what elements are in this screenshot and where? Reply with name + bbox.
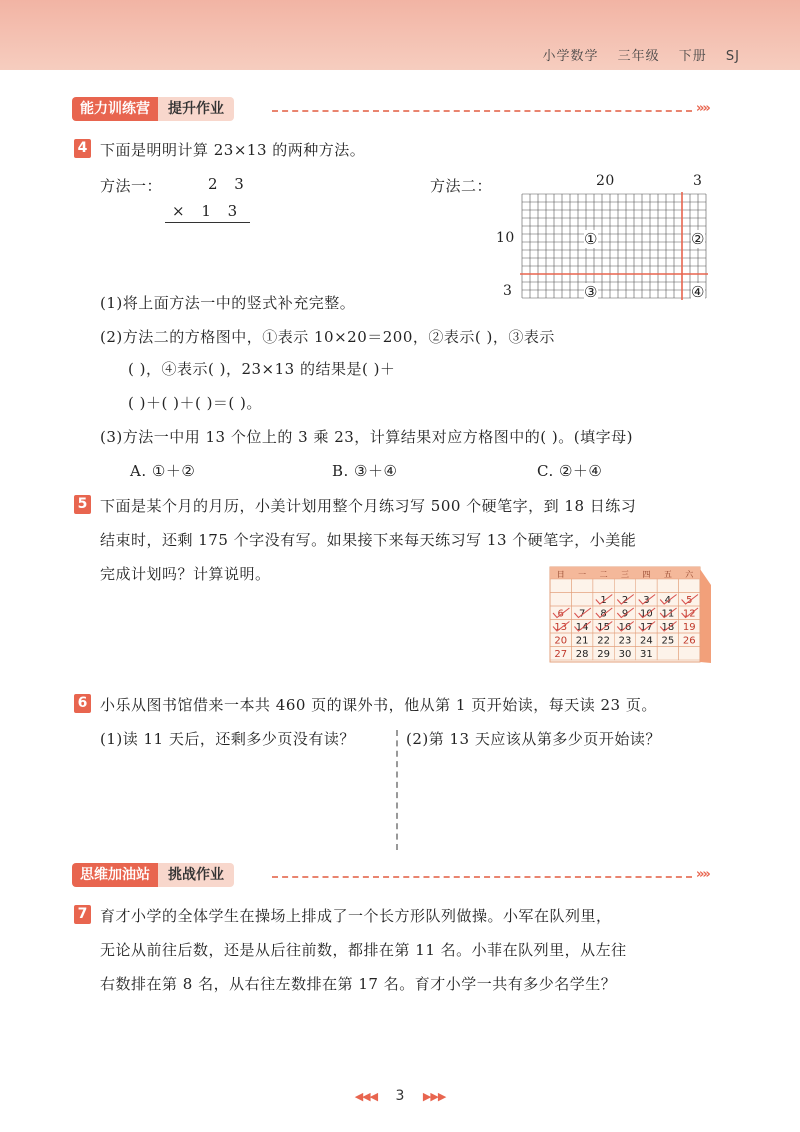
calendar-day: 26: [682, 635, 696, 647]
calendar-day: 13: [554, 622, 568, 633]
calendar-day: 3: [643, 595, 650, 606]
calendar-day: 29: [597, 649, 610, 660]
q5-line2: 结束时，还剩 175 个字没有写。如果接下来每天练习写 13 个硬笔字，小美能: [100, 531, 637, 549]
q7-line2: 无论从前往后数，还是从后往前数，都排在第 11 名。小菲在队列里，从左往: [100, 941, 627, 959]
calendar-day: 17: [640, 622, 653, 633]
arrows-icon-2: »»: [696, 867, 709, 882]
header-info: [528, 45, 740, 64]
q4-part2-line2: ( )，④表示( )，23×13 的结果是( )＋: [128, 360, 396, 378]
grid-cell-3: ③: [584, 283, 598, 301]
q4-option-b: B. ③＋④: [332, 462, 398, 480]
calendar-day: 22: [597, 635, 610, 647]
section-bar-2: [72, 862, 234, 888]
calendar-day: 23: [618, 635, 632, 647]
calendar-day: 28: [575, 649, 589, 660]
q4-method2-label: 方法二：: [430, 177, 493, 195]
question-number-7: 7: [74, 905, 91, 924]
calendar-day: 4: [664, 595, 672, 606]
calendar-day: 20: [554, 635, 568, 647]
section-bar-1: [72, 96, 234, 122]
calendar-weekday: 六: [685, 570, 694, 579]
calendar-image: [548, 565, 713, 665]
calendar-weekday: 五: [663, 570, 672, 579]
calendar-day: 27: [554, 649, 568, 660]
vertical-calc-rule: [165, 222, 250, 223]
section-title-2: 挑战作业: [158, 863, 234, 887]
section-badge-1: 能力训练营: [72, 97, 158, 121]
header-subject: 小学数学: [542, 49, 599, 64]
q4-option-a: A. ①＋②: [130, 462, 196, 480]
calendar-day: 6: [557, 608, 564, 620]
question-number-6: 6: [74, 694, 91, 713]
q5-line3: 完成计划吗？计算说明。: [100, 565, 271, 583]
question-number-4: 4: [74, 139, 91, 158]
calendar-weekday: 三: [621, 570, 629, 579]
q6-stem: 小乐从图书馆借来一本共 460 页的课外书，他从第 1 页开始读，每天读 23 页。: [100, 696, 657, 714]
calendar-stand: [700, 569, 711, 663]
calendar-day: 31: [640, 649, 653, 660]
calendar-day: 2: [621, 595, 629, 606]
calendar-day: 10: [640, 608, 653, 620]
calendar-weekday: 一: [578, 570, 587, 579]
q4-part2-line1: (2)方法二的方格图中，①表示 10×20＝200，②表示( )，③表示: [100, 328, 555, 346]
calendar-weekday: 二: [599, 570, 608, 579]
header-volume: 下册: [678, 49, 707, 64]
calendar-day: 8: [600, 608, 607, 620]
calendar-svg: [548, 565, 713, 665]
q4-stem: 下面是明明计算 23×13 的两种方法。: [100, 141, 366, 159]
prev-arrows-icon: ◀◀◀: [354, 1090, 378, 1103]
calendar-day: 12: [682, 608, 696, 620]
area-grid: [518, 192, 710, 300]
grid-label-3-left: 3: [503, 283, 513, 299]
calendar-day: 11: [661, 608, 675, 620]
section-badge-2: 思维加油站: [72, 863, 158, 887]
calendar-day: 30: [618, 649, 632, 660]
calendar-day: 21: [575, 635, 589, 647]
q4-m1-row1: 2 3: [208, 175, 250, 193]
q4-method1-label: 方法一：: [100, 177, 163, 195]
page-number: 3: [395, 1088, 405, 1104]
grid-cell-2: ②: [691, 230, 705, 248]
answer-divider: [396, 730, 398, 850]
calendar-day: 19: [682, 622, 696, 633]
q4-part3: (3)方法一中用 13 个位上的 3 乘 23，计算结果对应方格图中的( )。(填字母): [100, 428, 633, 446]
header-edition: SJ: [725, 49, 740, 64]
calendar-weekday: 四: [642, 570, 651, 579]
q5-line1: 下面是某个月的月历，小美计划用整个月练习写 500 个硬笔字，到 18 日练习: [100, 497, 637, 515]
calendar-day: 5: [686, 595, 693, 606]
grid-label-3-top: 3: [693, 173, 703, 189]
calendar-day: 24: [640, 635, 653, 647]
calendar-day: 15: [597, 622, 610, 633]
calendar-day: 1: [600, 595, 607, 606]
header-grade: 三年级: [617, 49, 660, 64]
section-title-1: 提升作业: [158, 97, 234, 121]
q4-part2-line3: ( )＋( )＋( )＝( )。: [128, 394, 262, 412]
q6-part1: (1)读 11 天后，还剩多少页没有读？: [100, 730, 355, 748]
section-divider-2: [272, 876, 692, 878]
calendar-day: 14: [575, 622, 589, 633]
q4-m1-row2: × 1 3: [172, 202, 244, 220]
grid-label-20: 20: [596, 173, 615, 189]
q7-line1: 育才小学的全体学生在操场上排成了一个长方形队列做操。小军在队列里，: [100, 907, 612, 925]
calendar-day: 18: [661, 622, 675, 633]
next-arrows-icon: ▶▶▶: [422, 1090, 446, 1103]
q7-line3: 右数排在第 8 名，从右往左数排在第 17 名。育才小学一共有多少名学生？: [100, 975, 617, 993]
q6-part2: (2)第 13 天应该从第多少页开始读？: [406, 730, 661, 748]
q4-option-c: C. ②＋④: [537, 462, 603, 480]
calendar-day: 25: [661, 635, 675, 647]
grid-label-10: 10: [496, 230, 515, 246]
section-divider-1: [272, 110, 692, 112]
q4-part1: (1)将上面方法一中的竖式补充完整。: [100, 294, 356, 312]
arrows-icon: »»: [696, 101, 709, 116]
calendar-weekday: 日: [556, 570, 565, 579]
page-footer: [330, 1088, 470, 1104]
grid-cell-1: ①: [584, 230, 598, 248]
question-number-5: 5: [74, 495, 91, 514]
grid-cell-4: ④: [691, 283, 705, 301]
calendar-day: 7: [578, 608, 586, 620]
calendar-day: 9: [621, 608, 629, 620]
area-grid-svg: [518, 192, 710, 300]
calendar-day: 16: [618, 622, 632, 633]
